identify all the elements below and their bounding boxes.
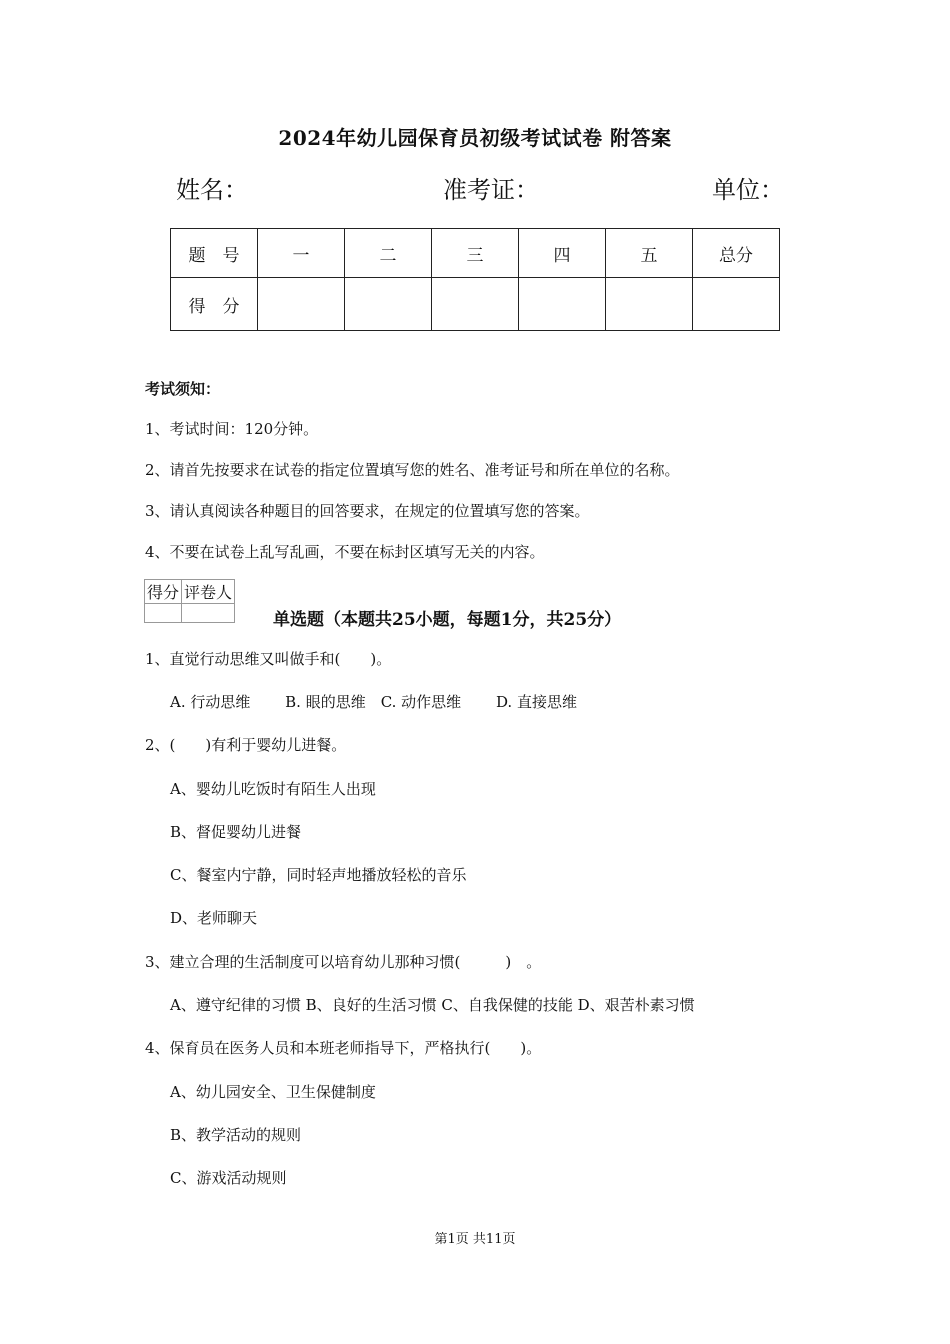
page-footer: 第1页 共11页 bbox=[434, 1232, 516, 1247]
question-stem: 1、直觉行动思维又叫做手和( )。 bbox=[145, 650, 392, 668]
grader-box bbox=[144, 579, 235, 623]
score-cell-3 bbox=[432, 278, 519, 331]
section-1-header: 一 bbox=[258, 229, 345, 278]
grader-name-label: 评卷人 bbox=[182, 580, 235, 604]
question-stem: 3、建立合理的生活制度可以培育幼儿那种习惯( ) 。 bbox=[145, 953, 542, 971]
notice-item: 2、请首先按要求在试卷的指定位置填写您的姓名、准考证号和所在单位的名称。 bbox=[145, 461, 680, 479]
score-table-score-row bbox=[171, 278, 780, 331]
section-5-header: 五 bbox=[606, 229, 693, 278]
option-d: D、老师聊天 bbox=[170, 909, 258, 927]
section-3-header: 三 bbox=[432, 229, 519, 278]
question-stem: 2、( )有利于婴幼儿进餐。 bbox=[145, 736, 347, 754]
unit-label: 单位： bbox=[712, 176, 784, 204]
question-number-header: 题 号 bbox=[171, 229, 258, 278]
score-row-label: 得 分 bbox=[171, 278, 258, 331]
score-cell-total bbox=[693, 278, 780, 331]
notice-item: 3、请认真阅读各种题目的回答要求，在规定的位置填写您的答案。 bbox=[145, 502, 590, 520]
score-table bbox=[170, 228, 780, 331]
exam-number-label: 准考证： bbox=[443, 176, 539, 204]
section-2-header: 二 bbox=[345, 229, 432, 278]
notice-item: 4、不要在试卷上乱写乱画，不要在标封区填写无关的内容。 bbox=[145, 543, 545, 561]
question-stem: 4、保育员在医务人员和本班老师指导下，严格执行( )。 bbox=[145, 1039, 542, 1057]
question-options: A、遵守纪律的习惯 B、良好的生活习惯 C、自我保健的技能 D、艰苦朴素习惯 bbox=[170, 996, 695, 1014]
option-a: A、幼儿园安全、卫生保健制度 bbox=[170, 1083, 376, 1101]
question-options: A. 行动思维 B. 眼的思维 C. 动作思维 D. 直接思维 bbox=[170, 693, 577, 711]
page-title: 2024年幼儿园保育员初级考试试卷 附答案 bbox=[278, 126, 672, 150]
option-a: A、婴幼儿吃饭时有陌生人出现 bbox=[170, 780, 376, 798]
grader-name-cell bbox=[182, 604, 235, 623]
notice-item: 1、考试时间：120分钟。 bbox=[145, 420, 319, 438]
option-c: C、游戏活动规则 bbox=[170, 1169, 287, 1187]
grader-score-label: 得分 bbox=[145, 580, 182, 604]
option-b: B、教学活动的规则 bbox=[170, 1126, 302, 1144]
section-title: 单选题（本题共25小题，每题1分，共25分） bbox=[273, 610, 622, 630]
grader-score-cell bbox=[145, 604, 182, 623]
score-table-header-row bbox=[171, 229, 780, 278]
option-c: C、餐室内宁静，同时轻声地播放轻松的音乐 bbox=[170, 866, 467, 884]
name-label: 姓名： bbox=[176, 176, 248, 204]
option-b: B、督促婴幼儿进餐 bbox=[170, 823, 302, 841]
score-cell-5 bbox=[606, 278, 693, 331]
total-header: 总分 bbox=[693, 229, 780, 278]
score-cell-4 bbox=[519, 278, 606, 331]
notice-heading: 考试须知： bbox=[145, 380, 221, 398]
section-4-header: 四 bbox=[519, 229, 606, 278]
score-cell-2 bbox=[345, 278, 432, 331]
score-cell-1 bbox=[258, 278, 345, 331]
